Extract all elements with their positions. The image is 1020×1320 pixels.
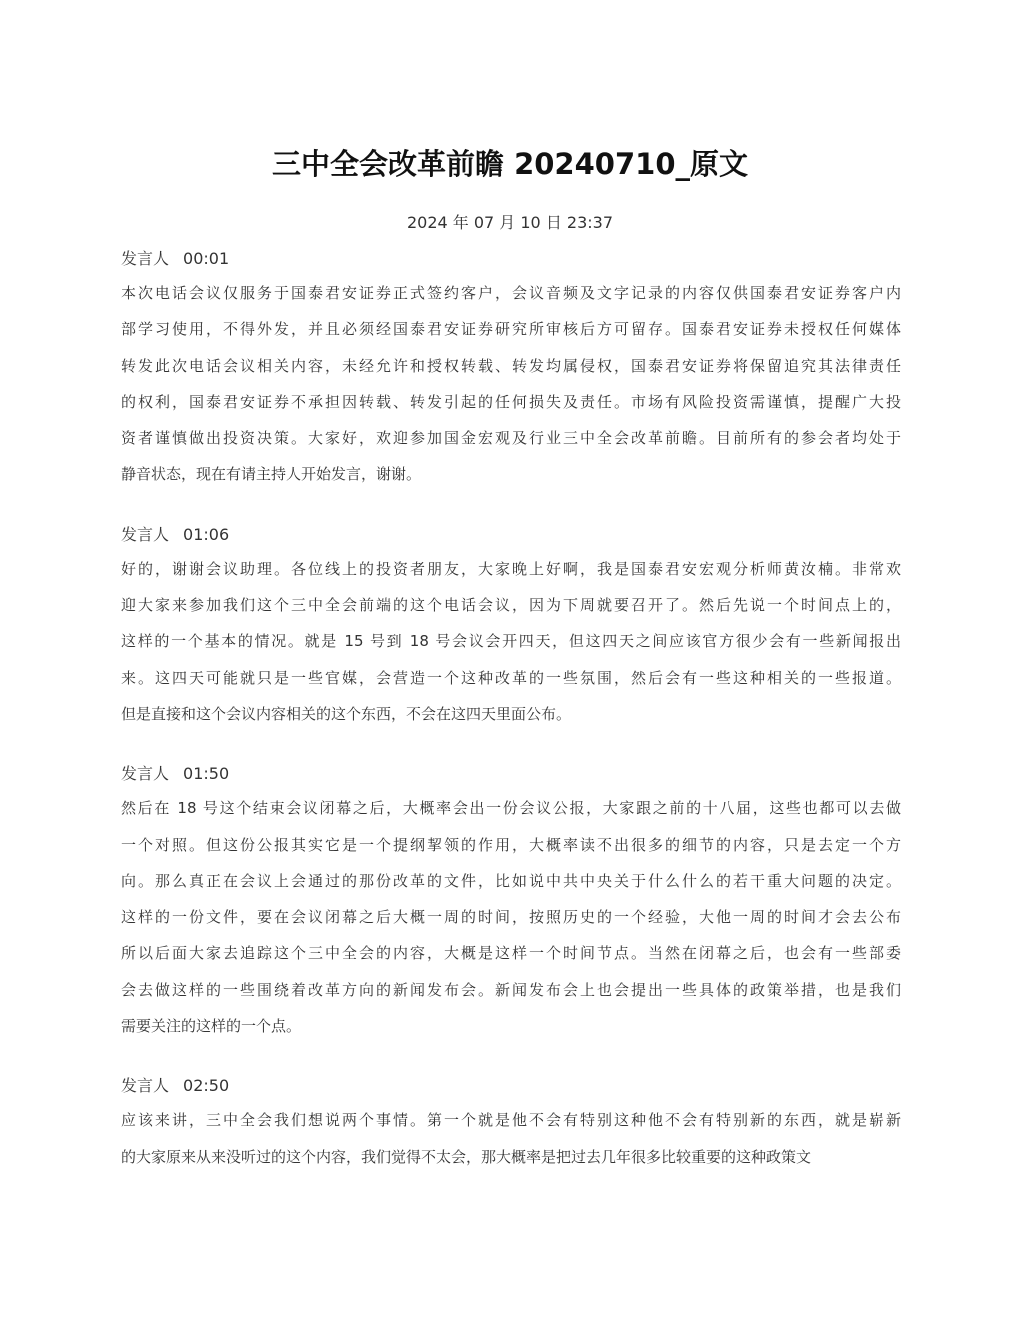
speaker-name: 发言人 xyxy=(121,764,170,784)
transcript-section xyxy=(121,523,901,732)
paragraph-line: 需要关注的这样的一个点。 xyxy=(121,1017,302,1036)
paragraph-line: 这样的一份文件，要在会议闭幕之后大概一周的时间，按照历史的一个经验，大他一周的时间才会去公布 xyxy=(121,908,901,927)
paragraph-line: 会去做这样的一些围绕着改革方向的新闻发布会。新闻发布会上也会提出一些具体的政策举措，也是我们 xyxy=(121,980,901,999)
transcript-section xyxy=(121,1074,901,1175)
speaker-name: 发言人 xyxy=(121,1076,170,1096)
paragraph-line: 应该来讲，三中全会我们想说两个事情。第一个就是他不会有特别这种他不会有特别新的东西，就是崭新 xyxy=(121,1111,901,1130)
paragraph-line: 向。那么真正在会议上会通过的那份改革的文件，比如说中共中央关于什么什么的若干重大问题的决定。 xyxy=(121,871,901,890)
document-title: 三中全会改革前瞻 20240710_原文 xyxy=(271,147,749,181)
speaker-header xyxy=(121,1074,901,1098)
speaker-header xyxy=(121,762,901,786)
paragraph-line: 转发此次电话会议相关内容，未经允许和授权转载、转发均属侵权，国泰君安证券将保留追究其法律责任 xyxy=(121,356,901,375)
document-date: 2024 年 07 月 10 日 23:37 xyxy=(406,213,614,232)
paragraph-line: 但是直接和这个会议内容相关的这个东西，不会在这四天里面公布。 xyxy=(121,704,572,723)
paragraph-line: 静音状态，现在有请主持人开始发言，谢谢。 xyxy=(121,465,422,484)
paragraph-line: 资者谨慎做出投资决策。大家好，欢迎参加国金宏观及行业三中全会改革前瞻。目前所有的参会者均处于 xyxy=(121,429,901,448)
speaker-header xyxy=(121,523,901,547)
transcript-section xyxy=(121,762,901,1044)
speech-paragraph xyxy=(121,786,901,1044)
paragraph-line: 本次电话会议仅服务于国泰君安证券正式签约客户，会议音频及文字记录的内容仅供国泰君安证券客户内 xyxy=(121,284,901,302)
paragraph-line: 好的，谢谢会议助理。各位线上的投资者朋友，大家晚上好啊，我是国泰君安宏观分析师黄汝楠。非常欢 xyxy=(121,559,901,578)
paragraph-line: 来。这四天可能就只是一些官媒，会营造一个这种改革的一些氛围，然后会有一些这种相关的一些报道。 xyxy=(121,668,901,687)
paragraph-line: 这样的一个基本的情况。就是 15 号到 18 号会议会开四天，但这四天之间应该官方很少会有一些新闻报出 xyxy=(121,632,901,651)
paragraph-line: 部学习使用，不得外发，并且必须经国泰君安证券研究所审核后方可留存。国泰君安证券未授权任何媒体 xyxy=(121,320,901,339)
paragraph-line: 迎大家来参加我们这个三中全会前端的这个电话会议，因为下周就要召开了。然后先说一个时间点上的， xyxy=(121,596,901,615)
paragraph-line: 一个对照。但这份公报其实它是一个提纲挈领的作用，大概率读不出很多的细节的内容，只是去定一个方 xyxy=(121,835,901,854)
transcript-section xyxy=(121,247,901,493)
transcript-body xyxy=(121,247,901,1205)
speaker-name: 发言人 xyxy=(121,524,170,544)
speaker-timestamp: 01:50 xyxy=(183,764,230,784)
speaker-timestamp: 01:06 xyxy=(183,524,230,544)
paragraph-line: 然后在 18 号这个结束会议闭幕之后，大概率会出一份会议公报，大家跟之前的十八届，这些也都可以去做 xyxy=(121,799,901,818)
speech-paragraph xyxy=(121,547,901,732)
paragraph-line: 的权利，国泰君安证券不承担因转载、转发引起的任何损失及责任。市场有风险投资需谨慎，提醒广大投 xyxy=(121,392,901,411)
speech-paragraph xyxy=(121,1098,901,1175)
paragraph-line: 的大家原来从来没听过的这个内容，我们觉得不太会，那大概率是把过去几年很多比较重要的这种政策文 xyxy=(121,1147,812,1166)
paragraph-line: 所以后面大家去追踪这个三中全会的内容，大概是这样一个时间节点。当然在闭幕之后，也会有一些部委 xyxy=(121,944,901,963)
speaker-timestamp: 02:50 xyxy=(183,1076,230,1096)
speaker-name: 发言人 xyxy=(121,249,170,268)
speech-paragraph xyxy=(121,271,901,493)
speaker-timestamp: 00:01 xyxy=(183,249,230,268)
speaker-header xyxy=(121,247,901,271)
